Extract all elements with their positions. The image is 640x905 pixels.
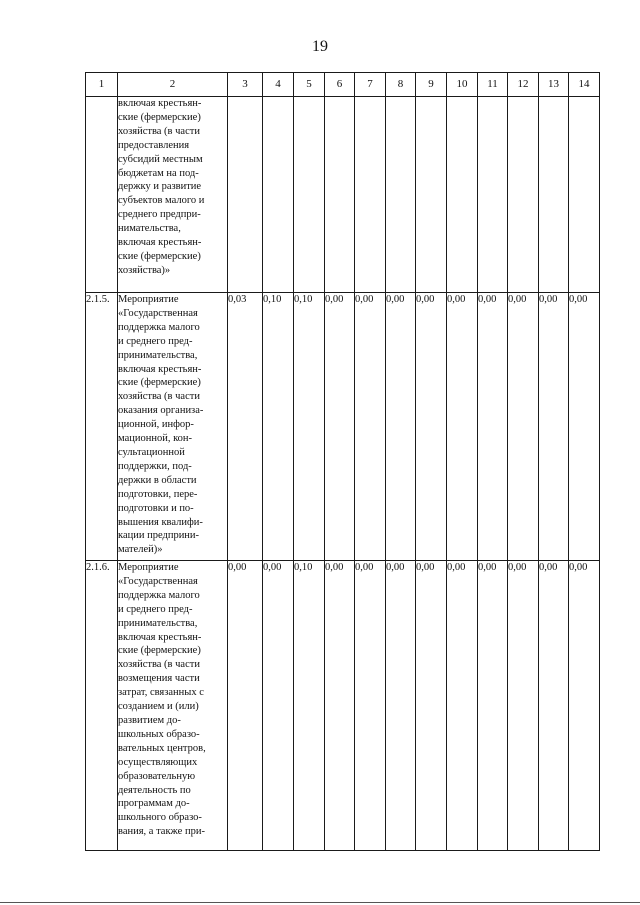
value-cell-col-4 (263, 97, 294, 293)
column-header-12: 12 (508, 73, 539, 97)
description-line: ские (фермерские) (118, 377, 201, 389)
description-line: вательных центров, (118, 742, 206, 754)
description-line: затрат, связанных с (118, 687, 204, 699)
column-header-8: 8 (386, 73, 416, 97)
table-header-row (86, 73, 600, 97)
description-line: хозяйства (в части (118, 391, 200, 403)
description-line: среднего предпри- (118, 209, 201, 221)
description-line: хозяйства (в части (118, 659, 200, 671)
description-line: Мероприятие (118, 294, 179, 305)
value-cell-col-7: 0,00 (355, 561, 386, 851)
value-cell-col-10 (447, 97, 478, 293)
value-cell-col-9: 0,00 (416, 293, 447, 561)
value-cell-col-7 (355, 97, 386, 293)
description-line: школьных образо- (118, 728, 200, 740)
description-line: подготовки, пере- (118, 488, 198, 500)
value-cell-col-14: 0,00 (569, 561, 600, 851)
value-cell-col-7: 0,00 (355, 293, 386, 561)
description-line: хозяйства)» (118, 264, 171, 276)
value-cell-col-8: 0,00 (386, 293, 416, 561)
value-cell-col-4: 0,10 (263, 293, 294, 561)
description-line: «Государственная (118, 575, 198, 587)
column-header-2: 2 (118, 73, 228, 97)
row-number (86, 97, 118, 293)
value-cell-col-3: 0,03 (228, 293, 263, 561)
table-row (86, 97, 600, 293)
column-header-11: 11 (478, 73, 508, 97)
column-header-3: 3 (228, 73, 263, 97)
page-bottom-rule (0, 902, 640, 903)
description-line: ционной, инфор- (118, 419, 194, 431)
description-line: и среднего пред- (118, 603, 193, 615)
column-header-4: 4 (263, 73, 294, 97)
description-line: субсидий местным (118, 153, 203, 165)
description-line: образовательную (118, 770, 196, 782)
value-cell-col-8 (386, 97, 416, 293)
column-header-5: 5 (294, 73, 325, 97)
description-line: принимательства, (118, 617, 198, 629)
table-row (86, 293, 600, 561)
description-line: включая крестьян- (118, 363, 202, 375)
description-line: мателей)» (118, 544, 163, 556)
value-cell-col-3: 0,00 (228, 561, 263, 851)
value-cell-col-11: 0,00 (478, 561, 508, 851)
row-description (118, 293, 228, 561)
description-line: созданием и (или) (118, 701, 199, 713)
description-line: развитием до- (118, 714, 181, 726)
value-cell-col-3 (228, 97, 263, 293)
column-header-1: 1 (86, 73, 118, 97)
description-line: и среднего пред- (118, 335, 193, 347)
description-line: предоставления (118, 139, 190, 151)
description-line: оказания организа- (118, 405, 204, 417)
value-cell-col-5: 0,10 (294, 293, 325, 561)
description-line: осуществляющих (118, 756, 198, 768)
value-cell-col-14: 0,00 (569, 293, 600, 561)
value-cell-col-13: 0,00 (539, 561, 569, 851)
description-line: хозяйства (в части (118, 125, 200, 137)
description-line: поддержка малого (118, 321, 200, 333)
value-cell-col-6: 0,00 (325, 561, 355, 851)
column-header-6: 6 (325, 73, 355, 97)
description-line: вышения квалифи- (118, 516, 203, 528)
description-line: сультационной (118, 446, 185, 458)
column-header-7: 7 (355, 73, 386, 97)
description-line: деятельность по (118, 784, 191, 796)
value-cell-col-11 (478, 97, 508, 293)
value-cell-col-13: 0,00 (539, 293, 569, 561)
description-line: включая крестьян- (118, 631, 202, 643)
description-line: поддержки, под- (118, 460, 192, 472)
description-line: ские (фермерские) (118, 250, 201, 262)
description-line: принимательства, (118, 349, 198, 361)
value-cell-col-14 (569, 97, 600, 293)
description-line: программам до- (118, 798, 190, 810)
column-header-13: 13 (539, 73, 569, 97)
value-cell-col-13 (539, 97, 569, 293)
row-number: 2.1.6. (86, 561, 118, 851)
column-header-10: 10 (447, 73, 478, 97)
value-cell-col-6 (325, 97, 355, 293)
description-line: мационной, кон- (118, 433, 193, 445)
description-line: кации предприни- (118, 530, 200, 542)
description-line: ские (фермерские) (118, 645, 201, 657)
description-line: ские (фермерские) (118, 111, 201, 123)
description-line: подготовки и по- (118, 502, 194, 514)
description-line: Мероприятие (118, 562, 179, 573)
description-line: включая крестьян- (118, 237, 202, 249)
value-cell-col-4: 0,00 (263, 561, 294, 851)
row-description (118, 561, 228, 851)
description-line: бюджетам на под- (118, 167, 199, 179)
description-line: «Государственная (118, 307, 198, 319)
value-cell-col-10: 0,00 (447, 561, 478, 851)
description-line: возмещения части (118, 673, 200, 685)
description-line: держки в области (118, 474, 197, 486)
document-table (85, 72, 600, 851)
description-line: держку и развитие (118, 181, 202, 193)
description-line: вания, а также при- (118, 826, 205, 838)
value-cell-col-6: 0,00 (325, 293, 355, 561)
value-cell-col-12: 0,00 (508, 293, 539, 561)
value-cell-col-12 (508, 97, 539, 293)
column-header-9: 9 (416, 73, 447, 97)
description-line: поддержка малого (118, 589, 200, 601)
value-cell-col-5: 0,10 (294, 561, 325, 851)
description-line: включая крестьян- (118, 98, 202, 109)
table-row (86, 561, 600, 851)
value-cell-col-5 (294, 97, 325, 293)
value-cell-col-12: 0,00 (508, 561, 539, 851)
column-header-14: 14 (569, 73, 600, 97)
value-cell-col-9 (416, 97, 447, 293)
value-cell-col-9: 0,00 (416, 561, 447, 851)
description-line: школьного образо- (118, 812, 202, 824)
page-number: 19 (312, 38, 328, 55)
row-description (118, 97, 228, 293)
row-number: 2.1.5. (86, 293, 118, 561)
value-cell-col-8: 0,00 (386, 561, 416, 851)
table-body (86, 73, 600, 851)
description-line: субъектов малого и (118, 195, 205, 207)
value-cell-col-11: 0,00 (478, 293, 508, 561)
value-cell-col-10: 0,00 (447, 293, 478, 561)
description-line: нимательства, (118, 223, 181, 235)
